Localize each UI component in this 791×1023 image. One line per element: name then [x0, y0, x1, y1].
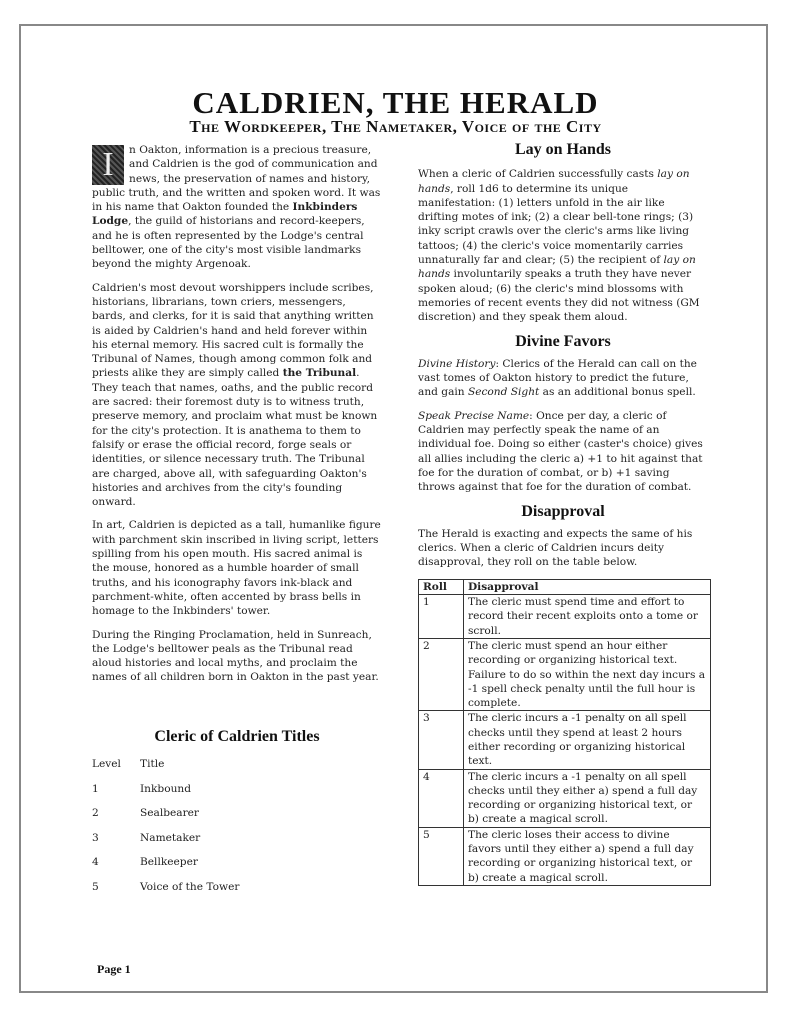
- page-number: Page 1: [97, 962, 131, 976]
- intro-paragraph-4: During the Ringing Proclamation, held in Sunreach, the Lodge's belltower peals as the Tribunal read aloud histories and local myths, and proclaim the names of all children born in Oakton in the past year.: [92, 628, 379, 684]
- roll-column-header: Roll: [419, 579, 464, 594]
- tribunal-term: the Tribunal: [282, 367, 357, 380]
- page-title: CALDRIEN, THE HERALD: [192, 85, 599, 120]
- disapproval-row: 4 The cleric incurs a -1 penalty on all spell checks until they either a) spend a full day recording or organizing historical text, or b) create a magical scroll.: [419, 769, 711, 827]
- inkbinders-lodge-term: Inkbinders Lodge: [92, 201, 358, 228]
- divine-favors-heading: Divine Favors: [515, 332, 611, 350]
- lay-on-hands-text: When a cleric of Caldrien successfully casts lay on hands, roll 1d6 to determine its unique manifestation: (1) letters unfold in the air like drifting motes of ink; (2) a clear bell-tone rings; (3) inky script crawls over the cleric's arms like living tattoos; (4) the cleric's voice momentarily carries unnaturally far and clear; (5) the recipient of lay on hands involuntarily speaks a truth they have never spoken aloud; (6) the cleric's mind blossoms with memories of recent events they did not witness (GM discretion) and they speak them aloud.: [418, 168, 700, 324]
- cleric-titles-heading: Cleric of Caldrien Titles: [154, 728, 320, 745]
- titles-row: 3 Nametaker: [92, 831, 201, 844]
- disapproval-intro: The Herald is exacting and expects the same of his clerics. When a cleric of Caldrien incurs deity disapproval, they roll on the table below.: [418, 527, 693, 569]
- disapproval-heading: Disapproval: [521, 502, 605, 520]
- titles-header-row: [92, 758, 382, 783]
- disapproval-column-header: Disapproval: [464, 579, 711, 594]
- titles-row: 2 Sealbearer: [92, 807, 199, 819]
- lay-on-hands-heading: Lay on Hands: [514, 141, 612, 158]
- drop-cap-initial: I: [92, 145, 124, 185]
- titles-row: 5 Voice of the Tower: [92, 880, 240, 893]
- level-column-header: Level: [92, 758, 121, 770]
- intro-paragraph-1: I n Oakton, information is a precious treasure, and Caldrien is the god of communication and news, the preservation of names and history, public truth, and the written and spoken word. It was in his name that Oakton founded the Inkbinders Lodge, the guild of historians and record-keepers, and he is often represented by the Lodge's central belltower, one of the city's most visible landmarks beyond the mighty Argenoak.: [92, 144, 381, 271]
- disapproval-row: 5 The cleric loses their access to divine favors until they either a) spend a full day recording or organizing historical text, or b) create a magical scroll.: [419, 827, 711, 885]
- intro-paragraph-3: In art, Caldrien is depicted as a tall, humanlike figure with parchment skin inscribed in living script, letters spilling from his open mouth. His sacred animal is the mouse, honored as a humble hoarder of small truths, and his iconography favors ink-black and parchment-white, often accented by brass bells in homage to the Inkbinders' tower.: [92, 519, 381, 618]
- page-subtitle: The Wordkeeper, The Nametaker, Voice of the City: [189, 117, 602, 136]
- right-column: [418, 143, 708, 886]
- intro-paragraph-2: Caldrien's most devout worshippers include scribes, historians, librarians, town criers, messengers, bards, and clerks, for it is said that anything written is aided by Caldrien's hand and held forever within his eternal memory. His sacred cult is formally the Tribunal of Names, though among common folk and priests alike they are simply called the Tribunal. They teach that names, oaths, and the public record are sacred: their foremost duty is to witness truth, preserve memory, and proclaim what must be known for the city's protection. It is anathema to them to falsify or erase the official record, forge seals or identities, or silence necessary truth. The Tribunal are charged, above all, with safeguarding Oakton's histories and archives from the city's founding onward.: [92, 281, 378, 509]
- disapproval-row: 3 The cleric incurs a -1 penalty on all spell checks until they spend at least 2 hours either recording or organizing historical text.: [419, 711, 711, 769]
- disapproval-header-row: [419, 579, 711, 594]
- titles-row: 4 Bellkeeper: [92, 856, 198, 868]
- divine-favor-history: Divine History: Clerics of the Herald can call on the vast tomes of Oakton history to predict the future, and gain Second Sight as an additional bonus spell.: [418, 357, 697, 399]
- left-column: [92, 143, 382, 694]
- disapproval-table: [418, 579, 711, 886]
- title-column-header: Title: [140, 758, 165, 770]
- disapproval-row: 1 The cleric must spend time and effort to record their recent exploits onto a tome or scroll.: [419, 595, 711, 639]
- titles-row: 1 Inkbound: [92, 782, 192, 795]
- cleric-titles-section: [92, 728, 382, 905]
- divine-favor-precise-name: Speak Precise Name: Once per day, a cleric of Caldrien may perfectly speak the name of an individual foe. Doing so either (caster's choice) gives all allies including the cleric a) +1 to hit against that foe for the duration of combat, or b) +1 saving throws against that foe for the duration of combat.: [418, 409, 703, 494]
- disapproval-row: 2 The cleric must spend an hour either recording or organizing historical text. Failure to do so within the next day incurs a -1 spell check penalty until the full hour is complete.: [419, 638, 711, 710]
